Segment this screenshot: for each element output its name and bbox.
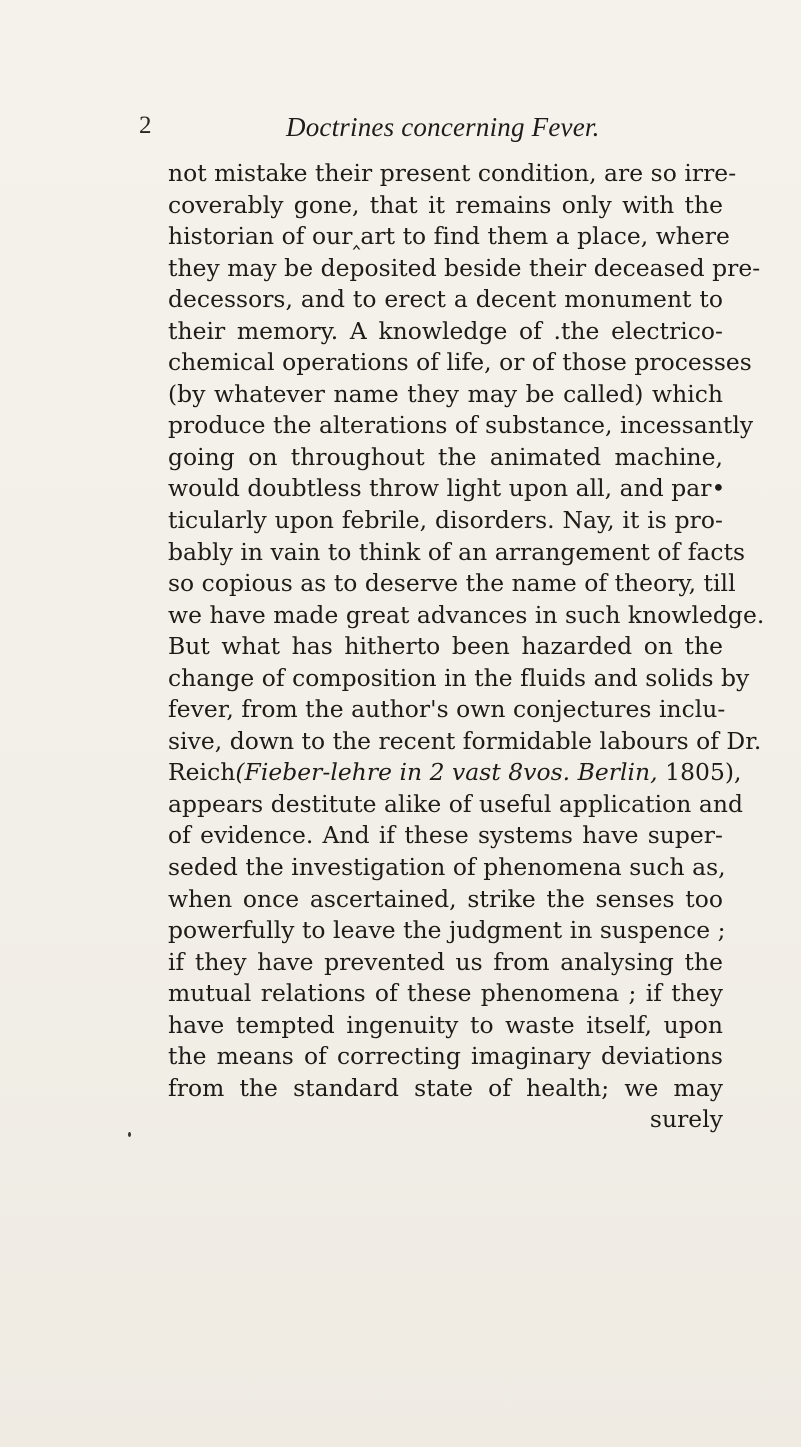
text-line: But what has hitherto been hazarded on the (168, 632, 723, 661)
text-line: their memory. A knowledge of .the electrico- (168, 316, 723, 345)
text-line: we have made great advances in such knowledge. (168, 600, 765, 629)
text-line: would doubtless throw light upon all, and par• (168, 474, 726, 503)
body-text (168, 158, 765, 1136)
text-line: chemical operations of life, or of those processes (168, 348, 752, 377)
text-line: bably in vain to think of an arrangement of facts (168, 537, 746, 566)
page-number: 2 (139, 112, 152, 139)
text-line: fever, from the author's own conjectures inclu- (168, 695, 726, 724)
text-line: appears destitute alike of useful application and (168, 789, 744, 818)
citation-author: Reich (168, 758, 236, 787)
text-line: (by whatever name they may be called) which (168, 379, 723, 408)
text-line: sive, down to the recent formidable labours of Dr. (168, 726, 762, 755)
text-line: the means of correcting imaginary deviations (168, 1042, 723, 1071)
text-line: when once ascertained, strike the senses too (168, 884, 723, 913)
text-line: mutual relations of these phenomena ; if they (168, 979, 723, 1008)
text-line: going on throughout the animated machine, (168, 442, 723, 471)
text-line: decessors, and to erect a decent monument to (168, 285, 723, 314)
text-line: change of composition in the fluids and solids by (168, 663, 750, 692)
text-line: have tempted ingenuity to waste itself, upon (168, 1010, 723, 1039)
citation-title: (Fieber-lehre in 2 vast 8vos. Berlin, (235, 758, 658, 787)
text-line-citation (168, 757, 742, 789)
text-line: powerfully to leave the judgment in suspence ; (168, 916, 726, 945)
running-head: Doctrines concerning Fever. (286, 112, 600, 142)
ink-speck (128, 1132, 131, 1137)
text-line: produce the alterations of substance, incessantly (168, 411, 754, 440)
text-line: so copious as to deserve the name of theory, till (168, 569, 736, 598)
text-line: ticularly upon febrile, disorders. Nay, it is pro- (168, 506, 723, 535)
text-line: if they have prevented us from analysing the (168, 947, 723, 976)
text-line: of evidence. And if these systems have super- (168, 821, 723, 850)
page-header (0, 112, 801, 152)
text-line: not mistake their present condition, are so irre- (168, 159, 737, 187)
text-line: they may be deposited beside their deceased pre- (168, 253, 761, 282)
text-line: historian of our‸art to find them a place, where (168, 222, 730, 251)
text-line: seded the investigation of phenomena such as, (168, 853, 726, 882)
citation-year: 1805), (657, 758, 742, 787)
text-line: from the standard state of health; we may (168, 1073, 723, 1102)
catchword: surely (649, 1105, 723, 1134)
text-line: coverably gone, that it remains only with the (168, 190, 723, 219)
